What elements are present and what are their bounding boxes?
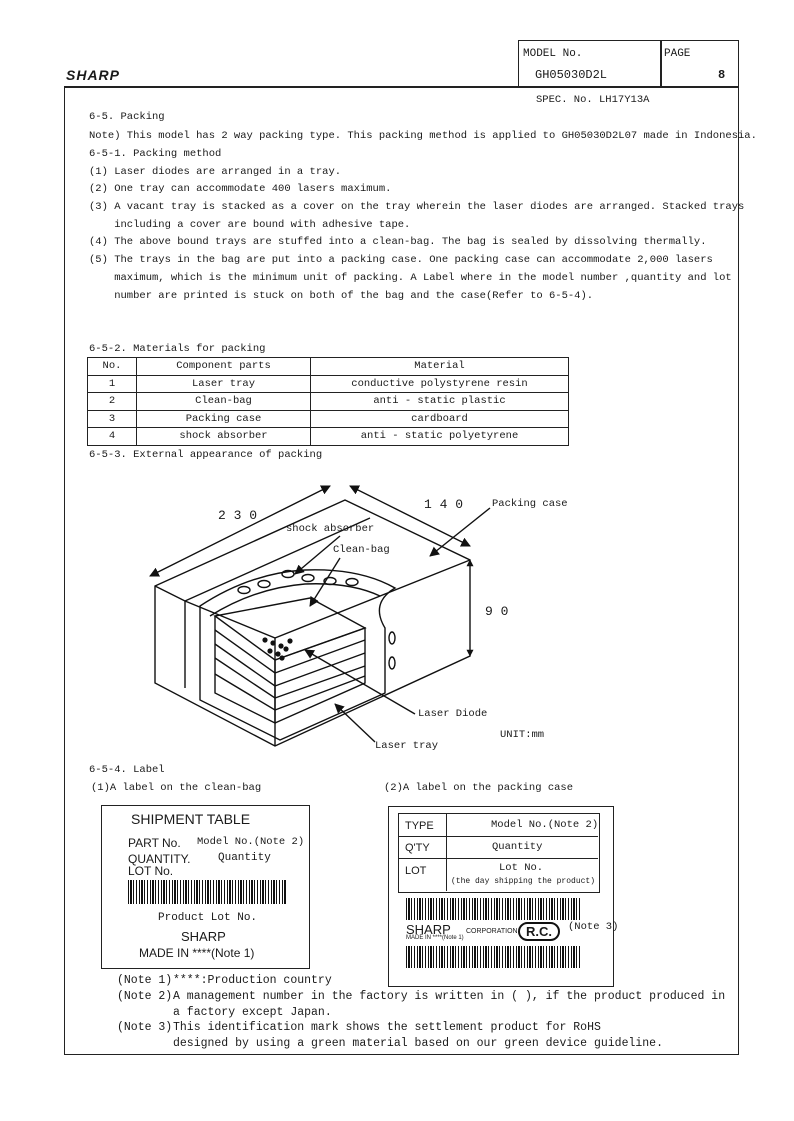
note-text: a factory except Japan. — [173, 1006, 332, 1019]
laser-diode — [262, 637, 267, 642]
method-step: (3) A vacant tray is stacked as a cover on the tray wherein the laser diodes are arranged. Stacked trays — [89, 201, 745, 213]
materials-title: 6-5-2. Materials for packing — [89, 343, 266, 355]
unit-label: UNIT:mm — [500, 729, 545, 741]
absorber-hole — [389, 657, 395, 669]
tray-stack — [215, 598, 365, 660]
table-cell: 4 — [88, 428, 137, 446]
table-cell: 3 — [88, 410, 137, 428]
grid-divider — [398, 858, 598, 859]
laser-diode — [275, 651, 280, 656]
barcode — [406, 946, 580, 968]
materials-table — [87, 357, 569, 446]
page-value: 8 — [718, 68, 726, 82]
note-key: (Note 3) — [117, 1021, 173, 1034]
spec-number: SPEC. No. LH17Y13A — [536, 94, 650, 106]
table-row — [88, 410, 569, 428]
table-row — [88, 428, 569, 446]
table-cell: anti - static plastic — [311, 393, 569, 411]
note-key: (Note 1) — [117, 974, 173, 987]
case-label-caption: (2)A label on the packing case — [384, 782, 574, 794]
label-packing-case: Packing case — [492, 498, 568, 510]
qty-value-case: Quantity — [492, 841, 543, 853]
laser-diode — [283, 646, 288, 651]
brand-logo: SHARP — [66, 67, 121, 83]
table-header-cell: Component parts — [137, 358, 311, 376]
label-clean-bag: Clean-bag — [333, 544, 390, 556]
model-value: GH05030D2L — [535, 68, 608, 82]
table-cell: 2 — [88, 393, 137, 411]
product-lot: Product Lot No. — [158, 912, 258, 924]
table-cell: cardboard — [311, 410, 569, 428]
lot-value-case: Lot No. — [499, 862, 544, 874]
section-title-packing: 6-5. Packing — [89, 111, 165, 123]
qty-key-case: Q'TY — [405, 842, 430, 854]
method-step: (5) The trays in the bag are put into a packing case. One packing case can accommodate 2,000 lasers — [89, 254, 713, 266]
page-label: PAGE — [664, 48, 691, 60]
absorber-hole — [346, 579, 358, 586]
bag-made-in: MADE IN ****(Note 1) — [139, 946, 255, 960]
dim-length-label: 2 3 0 — [218, 508, 258, 523]
lot-sub-case: (the day shipping the product) — [451, 877, 596, 886]
table-cell: conductive polystyrene resin — [311, 375, 569, 393]
label-shock-absorber: shock absorber — [286, 523, 375, 535]
rc-mark: R.C. — [518, 922, 560, 941]
lot-key-case: LOT — [405, 865, 427, 877]
method-title: 6-5-1. Packing method — [89, 148, 222, 160]
laser-diode — [287, 638, 292, 643]
lot-key: LOT No. — [128, 864, 174, 878]
case-note3: (Note 3) — [568, 921, 619, 933]
model-label: MODEL No. — [523, 48, 583, 60]
packing-diagram — [140, 478, 560, 768]
clean-bag-outline — [200, 570, 395, 740]
qty-key: QUANTITY. — [128, 852, 191, 866]
note-text: ****:Production country — [173, 974, 332, 987]
table-header-cell: Material — [311, 358, 569, 376]
label-section-title: 6-5-4. Label — [89, 764, 165, 776]
type-value: Model No.(Note 2) — [491, 819, 599, 831]
table-row — [88, 375, 569, 393]
bag-brand: SHARP — [181, 929, 226, 944]
table-cell: 1 — [88, 375, 137, 393]
grid-divider — [398, 836, 598, 837]
dim-height-label: 9 0 — [485, 604, 509, 619]
barcode — [406, 898, 580, 920]
method-step: (2) One tray can accommodate 400 lasers maximum. — [89, 183, 392, 195]
table-cell: Packing case — [137, 410, 311, 428]
method-step: including a cover are bound with adhesive tape. — [89, 219, 411, 231]
method-step: maximum, which is the minimum unit of packing. A Label where in the model number ,quantity and lot — [89, 272, 732, 284]
absorber-hole — [258, 581, 270, 588]
table-cell: anti - static polyetyrene — [311, 428, 569, 446]
table-cell: Clean-bag — [137, 393, 311, 411]
absorber-hole — [389, 632, 395, 644]
table-row — [88, 393, 569, 411]
part-value: Model No.(Note 2) — [197, 836, 305, 848]
case-brand: SHARP — [406, 922, 451, 937]
table-cell: shock absorber — [137, 428, 311, 446]
label-laser-diode: Laser Diode — [418, 708, 488, 720]
type-key: TYPE — [405, 820, 434, 832]
note-text: This identification mark shows the settlement product for RoHS — [173, 1021, 601, 1034]
bag-label-caption: (1)A label on the clean-bag — [91, 782, 262, 794]
packing-note: Note) This model has 2 way packing type. This packing method is applied to GH05030D2L07 made in Indonesia. — [89, 130, 757, 142]
method-step: (1) Laser diodes are arranged in a tray. — [89, 166, 342, 178]
grid-divider — [446, 813, 447, 891]
laser-diode — [270, 640, 275, 645]
method-step: (4) The above bound trays are stuffed into a clean-bag. The bag is sealed by dissolving thermally. — [89, 236, 707, 248]
dim-line-width — [350, 486, 470, 546]
laser-diode — [279, 655, 284, 660]
note-key: (Note 2) — [117, 990, 173, 1003]
case-made-in: MADE IN ****(Note 1) — [406, 935, 464, 941]
barcode — [128, 880, 286, 904]
method-step: number are printed is stuck on both of the bag and the case(Refer to 6-5-4). — [89, 290, 594, 302]
dim-width-label: 1 4 0 — [424, 497, 464, 512]
note-text: A management number in the factory is written in ( ), if the product produced in — [173, 990, 726, 1003]
absorber-hole — [302, 575, 314, 582]
absorber-hole — [238, 587, 250, 594]
case-corporation: CORPORATION — [466, 928, 518, 935]
table-cell: Laser tray — [137, 375, 311, 393]
laser-diode — [267, 648, 272, 653]
qty-value: Quantity — [218, 852, 271, 864]
table-header-cell: No. — [88, 358, 137, 376]
laser-diode — [278, 643, 283, 648]
note-text: designed by using a green material based on our green device guideline. — [173, 1037, 663, 1050]
part-key: PART No. — [128, 836, 181, 850]
shipment-heading: SHIPMENT TABLE — [131, 811, 251, 827]
label-laser-tray: Laser tray — [375, 740, 439, 752]
table-header-row — [88, 358, 569, 376]
appearance-title: 6-5-3. External appearance of packing — [89, 449, 323, 461]
